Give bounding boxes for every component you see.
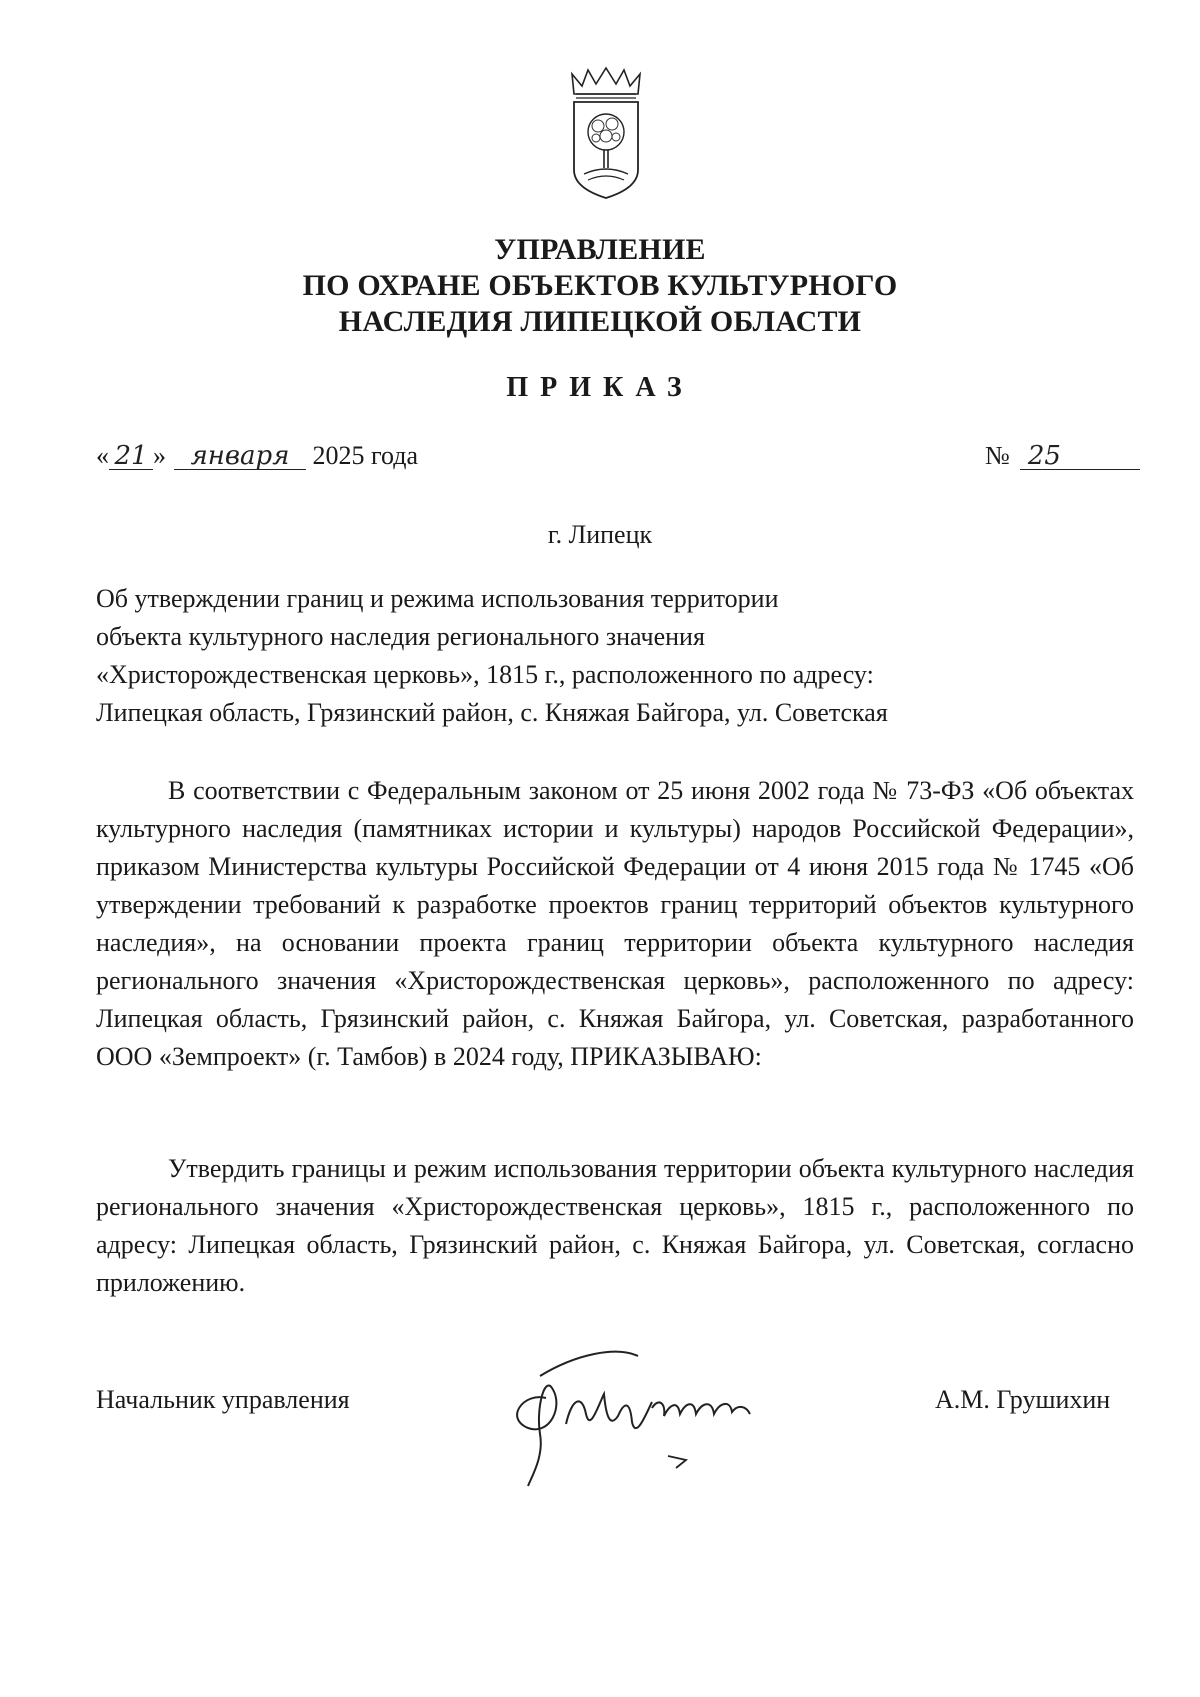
signer-name: А.М. Грушихин xyxy=(935,1385,1111,1414)
date-open-quote: « xyxy=(96,441,109,470)
document-type-title: ПРИКАЗ xyxy=(506,372,694,403)
handwritten-month: января xyxy=(174,443,306,470)
handwritten-number: 25 xyxy=(1020,443,1140,470)
subject-line-2: объекта культурного наследия регионального значения xyxy=(96,622,705,651)
order-subject xyxy=(96,580,1096,732)
body-paragraph-1: В соответствии с Федеральным законом от 25 июня 2002 года № 73-ФЗ «Об объектах культурного наследия (памятниках истории и культуры) народов Российской Федерации», приказом Министерства культуры Российской Федерации от 4 июня 2015 года № 1745 «Об утверждении требований к разработке проектов границ территорий объектов культурного наследия», на основании проекта границ территории объекта культурного наследия регионального значения «Христорождественская церковь», расположенного по адресу: Липецкая область, Грязинский район, с. Княжая Байгора, ул. Советская, разработанного ООО «Земпроект» (г. Тамбов) в 2024 году, ПРИКАЗЫВАЮ: xyxy=(96,776,1134,1071)
subject-line-3: «Христорождественская церковь», 1815 г., расположенного по адресу: xyxy=(96,660,874,689)
coat-of-arms-icon xyxy=(566,66,646,202)
handwritten-day: 21 xyxy=(109,443,153,470)
handwritten-signature xyxy=(506,1336,792,1496)
organization-title xyxy=(0,232,1200,340)
order-date xyxy=(96,438,418,474)
subject-line-1: Об утверждении границ и режима использования территории xyxy=(96,584,779,613)
order-number xyxy=(985,438,1140,474)
org-title-line-1: УПРАВЛЕНИЕ xyxy=(494,233,706,266)
subject-line-4: Липецкая область, Грязинский район, с. Княжая Байгора, ул. Советская xyxy=(96,698,888,727)
org-title-line-3: НАСЛЕДИЯ ЛИПЕЦКОЙ ОБЛАСТИ xyxy=(338,305,862,338)
number-sign: № xyxy=(985,441,1010,470)
date-close-quote: » xyxy=(153,441,166,470)
body-paragraph-2: Утвердить границы и режим использования территории объекта культурного наследия регионального значения «Христорождественская церковь», 1815 г., расположенного по адресу: Липецкая область, Грязинский район, с. Княжая Байгора, ул. Советская, согласно приложению. xyxy=(96,1154,1134,1297)
org-title-line-2: ПО ОХРАНЕ ОБЪЕКТОВ КУЛЬТУРНОГО xyxy=(302,269,898,302)
city-label: г. Липецк xyxy=(547,520,653,549)
date-year: 2025 года xyxy=(312,441,419,470)
signer-title: Начальник управления xyxy=(96,1385,350,1414)
